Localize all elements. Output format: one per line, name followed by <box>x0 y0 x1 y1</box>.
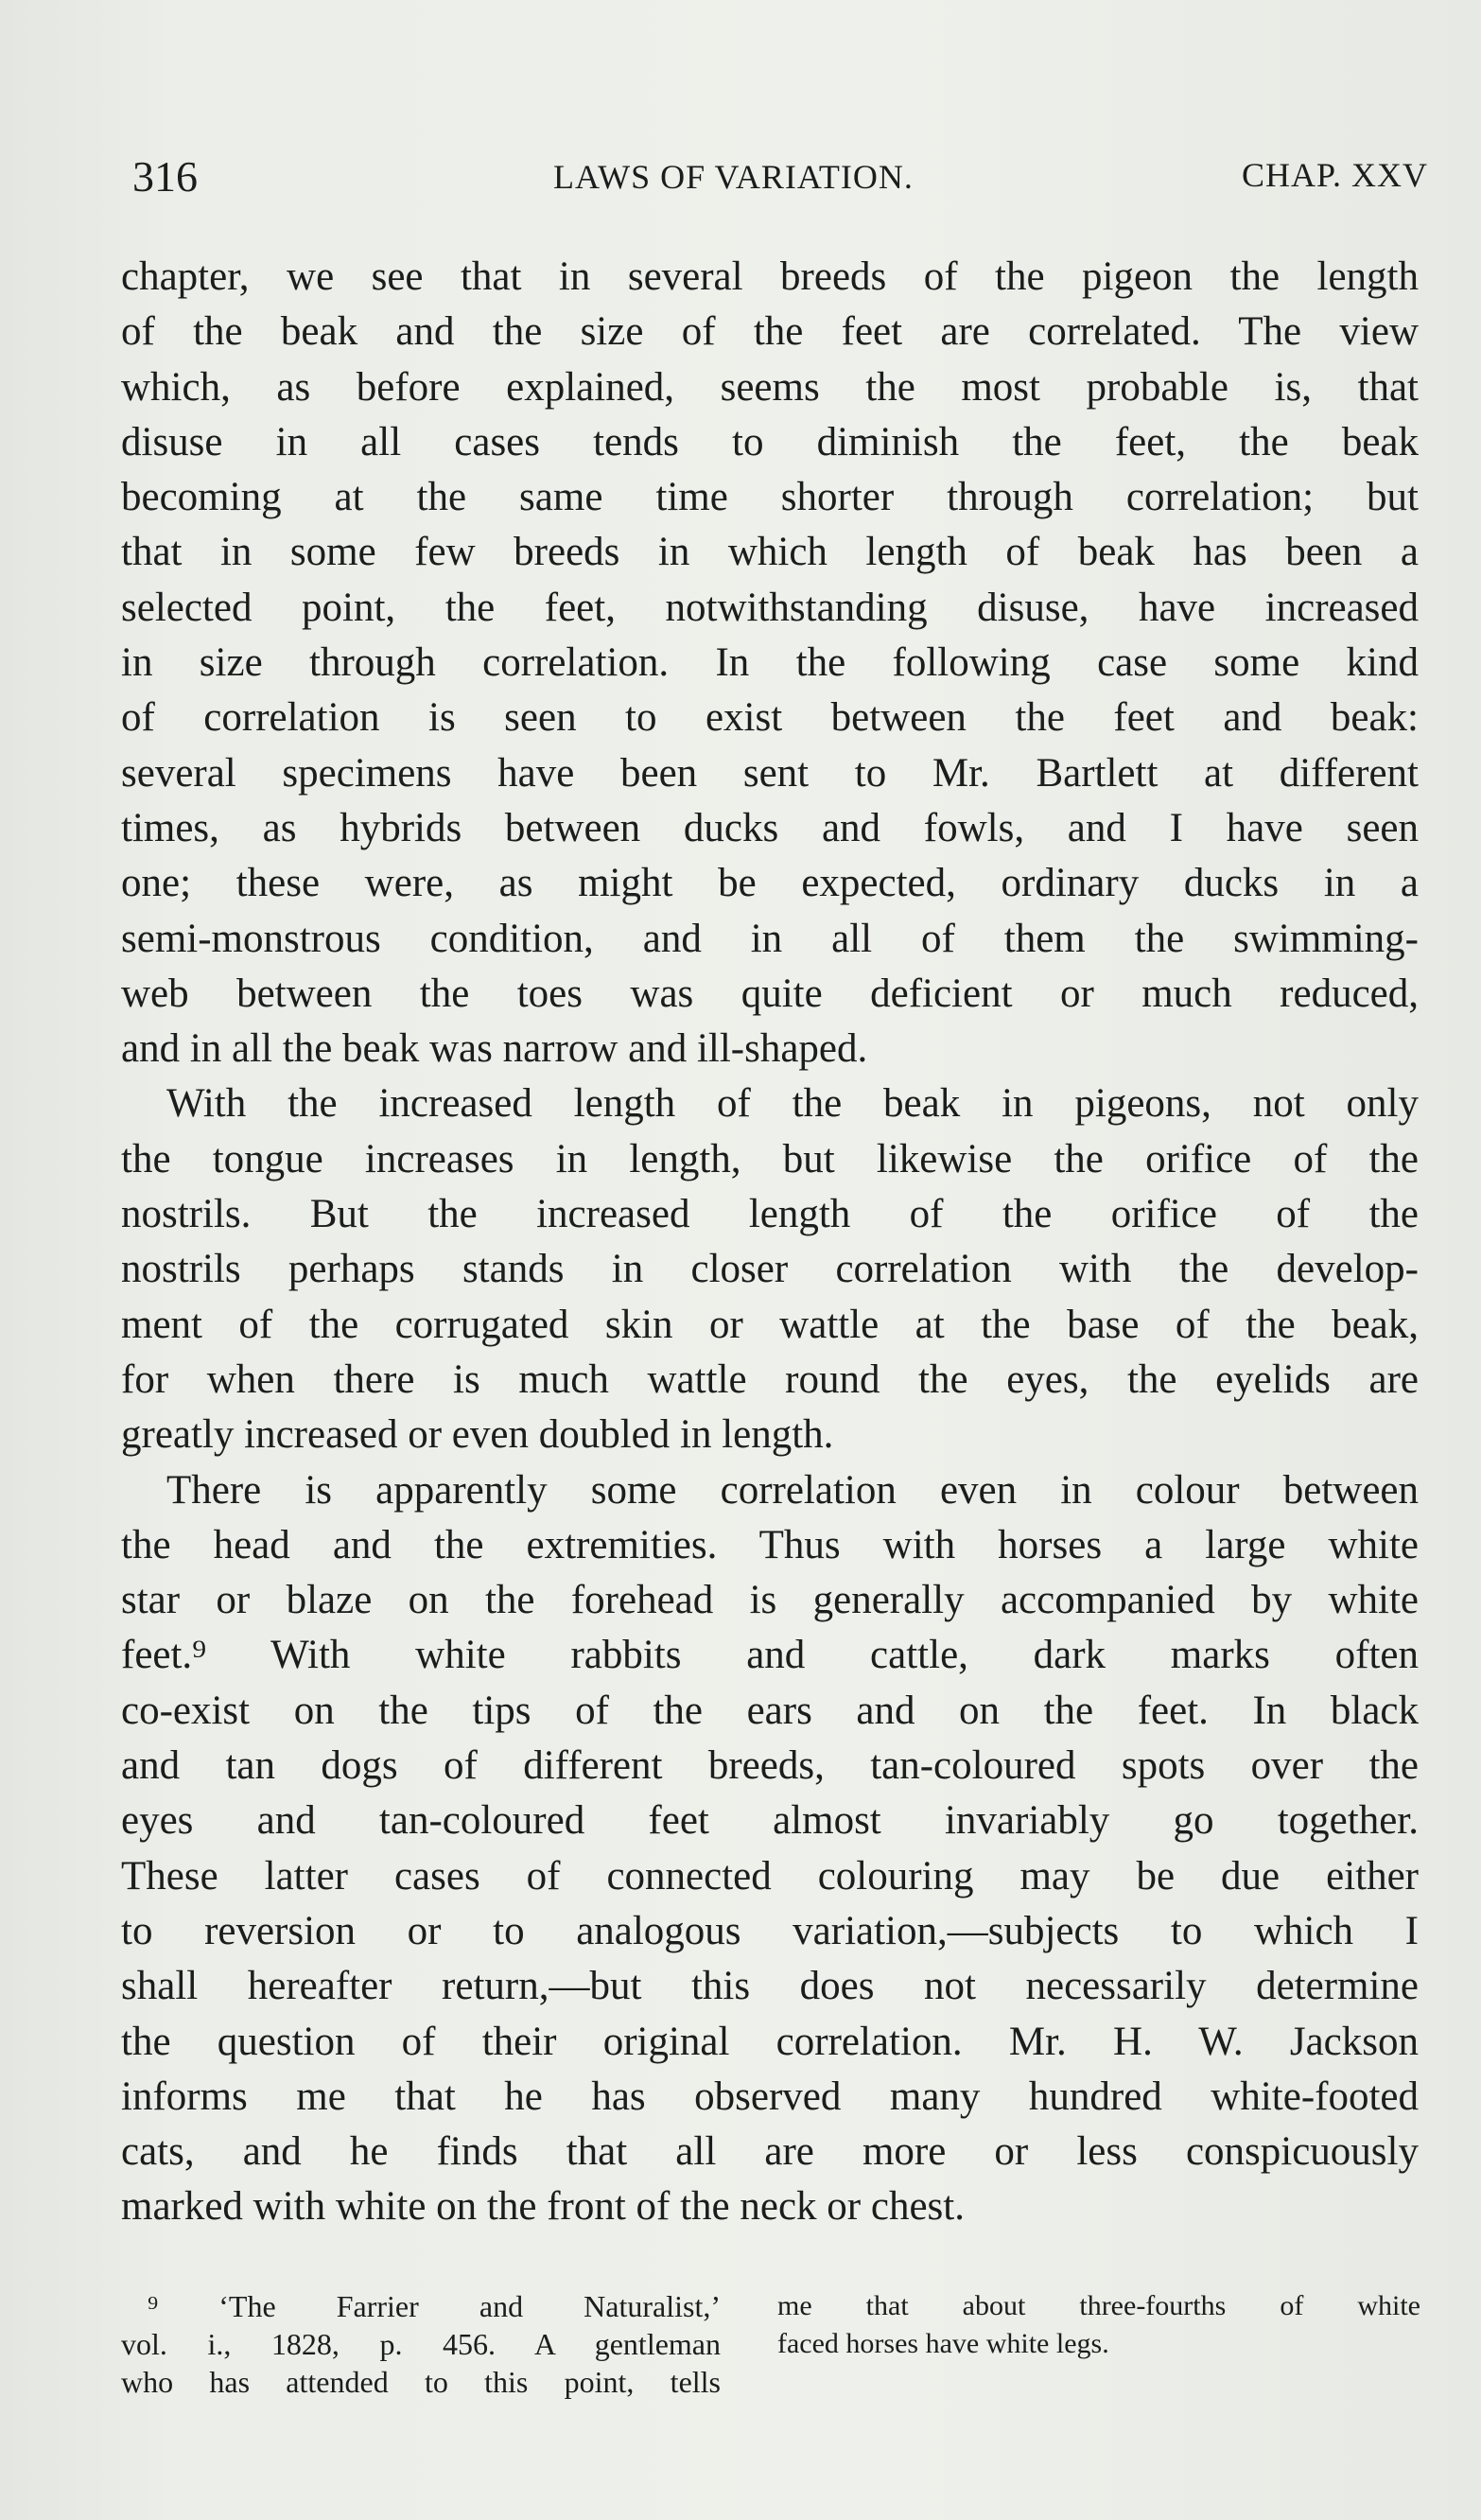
text-line: There is apparently some correlation even in colour between <box>166 1467 1419 1513</box>
text-line: in size through correlation. In the following case some kind <box>121 640 1419 686</box>
body-text <box>121 250 1419 2235</box>
text-line: co-exist on the tips of the ears and on the feet. In black <box>121 1688 1419 1733</box>
text-line: selected point, the feet, notwithstanding disuse, have increased <box>121 585 1419 630</box>
text-line: of correlation is seen to exist between the feet and beak: <box>121 695 1419 741</box>
text-line: and tan dogs of different breeds, tan-coloured spots over the <box>121 1743 1419 1789</box>
text-line: These latter cases of connected colouring may be due either <box>121 1853 1419 1899</box>
text-line: which, as before explained, seems the most probable is, that <box>121 364 1419 410</box>
footnote-line: ⁹ ‘The Farrier and Naturalist,’ <box>148 2289 721 2323</box>
text-line: of the beak and the size of the feet are correlated. The view <box>121 309 1419 355</box>
running-title: LAWS OF VARIATION. <box>553 158 914 196</box>
text-line: marked with white on the front of the neck or chest. <box>121 2184 965 2230</box>
footnote-line: me that about three-fourths of white <box>777 2290 1420 2321</box>
text-line: for when there is much wattle round the eyes, the eyelids are <box>121 1356 1419 1402</box>
text-line: shall hereafter return,—but this does not necessarily determine <box>121 1964 1419 2009</box>
text-line: eyes and tan-coloured feet almost invariably go together. <box>121 1798 1419 1844</box>
text-line: nostrils perhaps stands in closer correlation with the develop- <box>121 1247 1419 1292</box>
text-line: greatly increased or even doubled in length. <box>121 1412 834 1458</box>
text-line: times, as hybrids between ducks and fowls, and I have seen <box>121 805 1419 850</box>
footnote-line: vol. i., 1828, p. 456. A gentleman <box>121 2327 721 2361</box>
footnote <box>121 2287 1426 2429</box>
text-line: feet.⁹ With white rabbits and cattle, dark marks often <box>121 1633 1419 1678</box>
text-line: semi-monstrous condition, and in all of them the swimming- <box>121 916 1419 961</box>
text-line: chapter, we see that in several breeds of the pigeon the length <box>121 254 1419 299</box>
page-number: 316 <box>132 152 198 201</box>
footnote-left-column <box>121 2287 721 2401</box>
text-line: that in some few breeds in which length of beak has been a <box>121 530 1419 575</box>
text-line: disuse in all cases tends to diminish the feet, the beak <box>121 419 1419 464</box>
text-line: the tongue increases in length, but likewise the orifice of the <box>121 1136 1419 1181</box>
text-line: web between the toes was quite deficient or much reduced, <box>121 971 1419 1016</box>
text-line: cats, and he finds that all are more or less conspicuously <box>121 2129 1419 2175</box>
text-line: the head and the extremities. Thus with horses a large white <box>121 1522 1419 1567</box>
text-line: ment of the corrugated skin or wattle at the base of the beak, <box>121 1302 1419 1347</box>
text-line: With the increased length of the beak in pigeons, not only <box>166 1081 1419 1127</box>
page-header <box>132 151 1428 208</box>
text-line: becoming at the same time shorter through correlation; but <box>121 475 1419 520</box>
chapter-label: CHAP. XXV <box>1241 156 1428 194</box>
text-line: informs me that he has observed many hundred white-footed <box>121 2074 1419 2119</box>
text-line: several specimens have been sent to Mr. Bartlett at different <box>121 750 1419 796</box>
text-line: to reversion or to analogous variation,—subjects to which I <box>121 1908 1419 1953</box>
footnote-line: faced horses have white legs. <box>777 2328 1109 2359</box>
text-line: and in all the beak was narrow and ill-shaped. <box>121 1026 868 1072</box>
footnote-line: who has attended to this point, tells <box>121 2365 721 2399</box>
text-line: star or blaze on the forehead is generally accompanied by white <box>121 1578 1419 1623</box>
footnote-right-column <box>777 2287 1420 2363</box>
text-line: one; these were, as might be expected, ordinary ducks in a <box>121 861 1419 906</box>
text-line: nostrils. But the increased length of the orifice of the <box>121 1192 1419 1237</box>
text-line: the question of their original correlation. Mr. H. W. Jackson <box>121 2019 1419 2064</box>
